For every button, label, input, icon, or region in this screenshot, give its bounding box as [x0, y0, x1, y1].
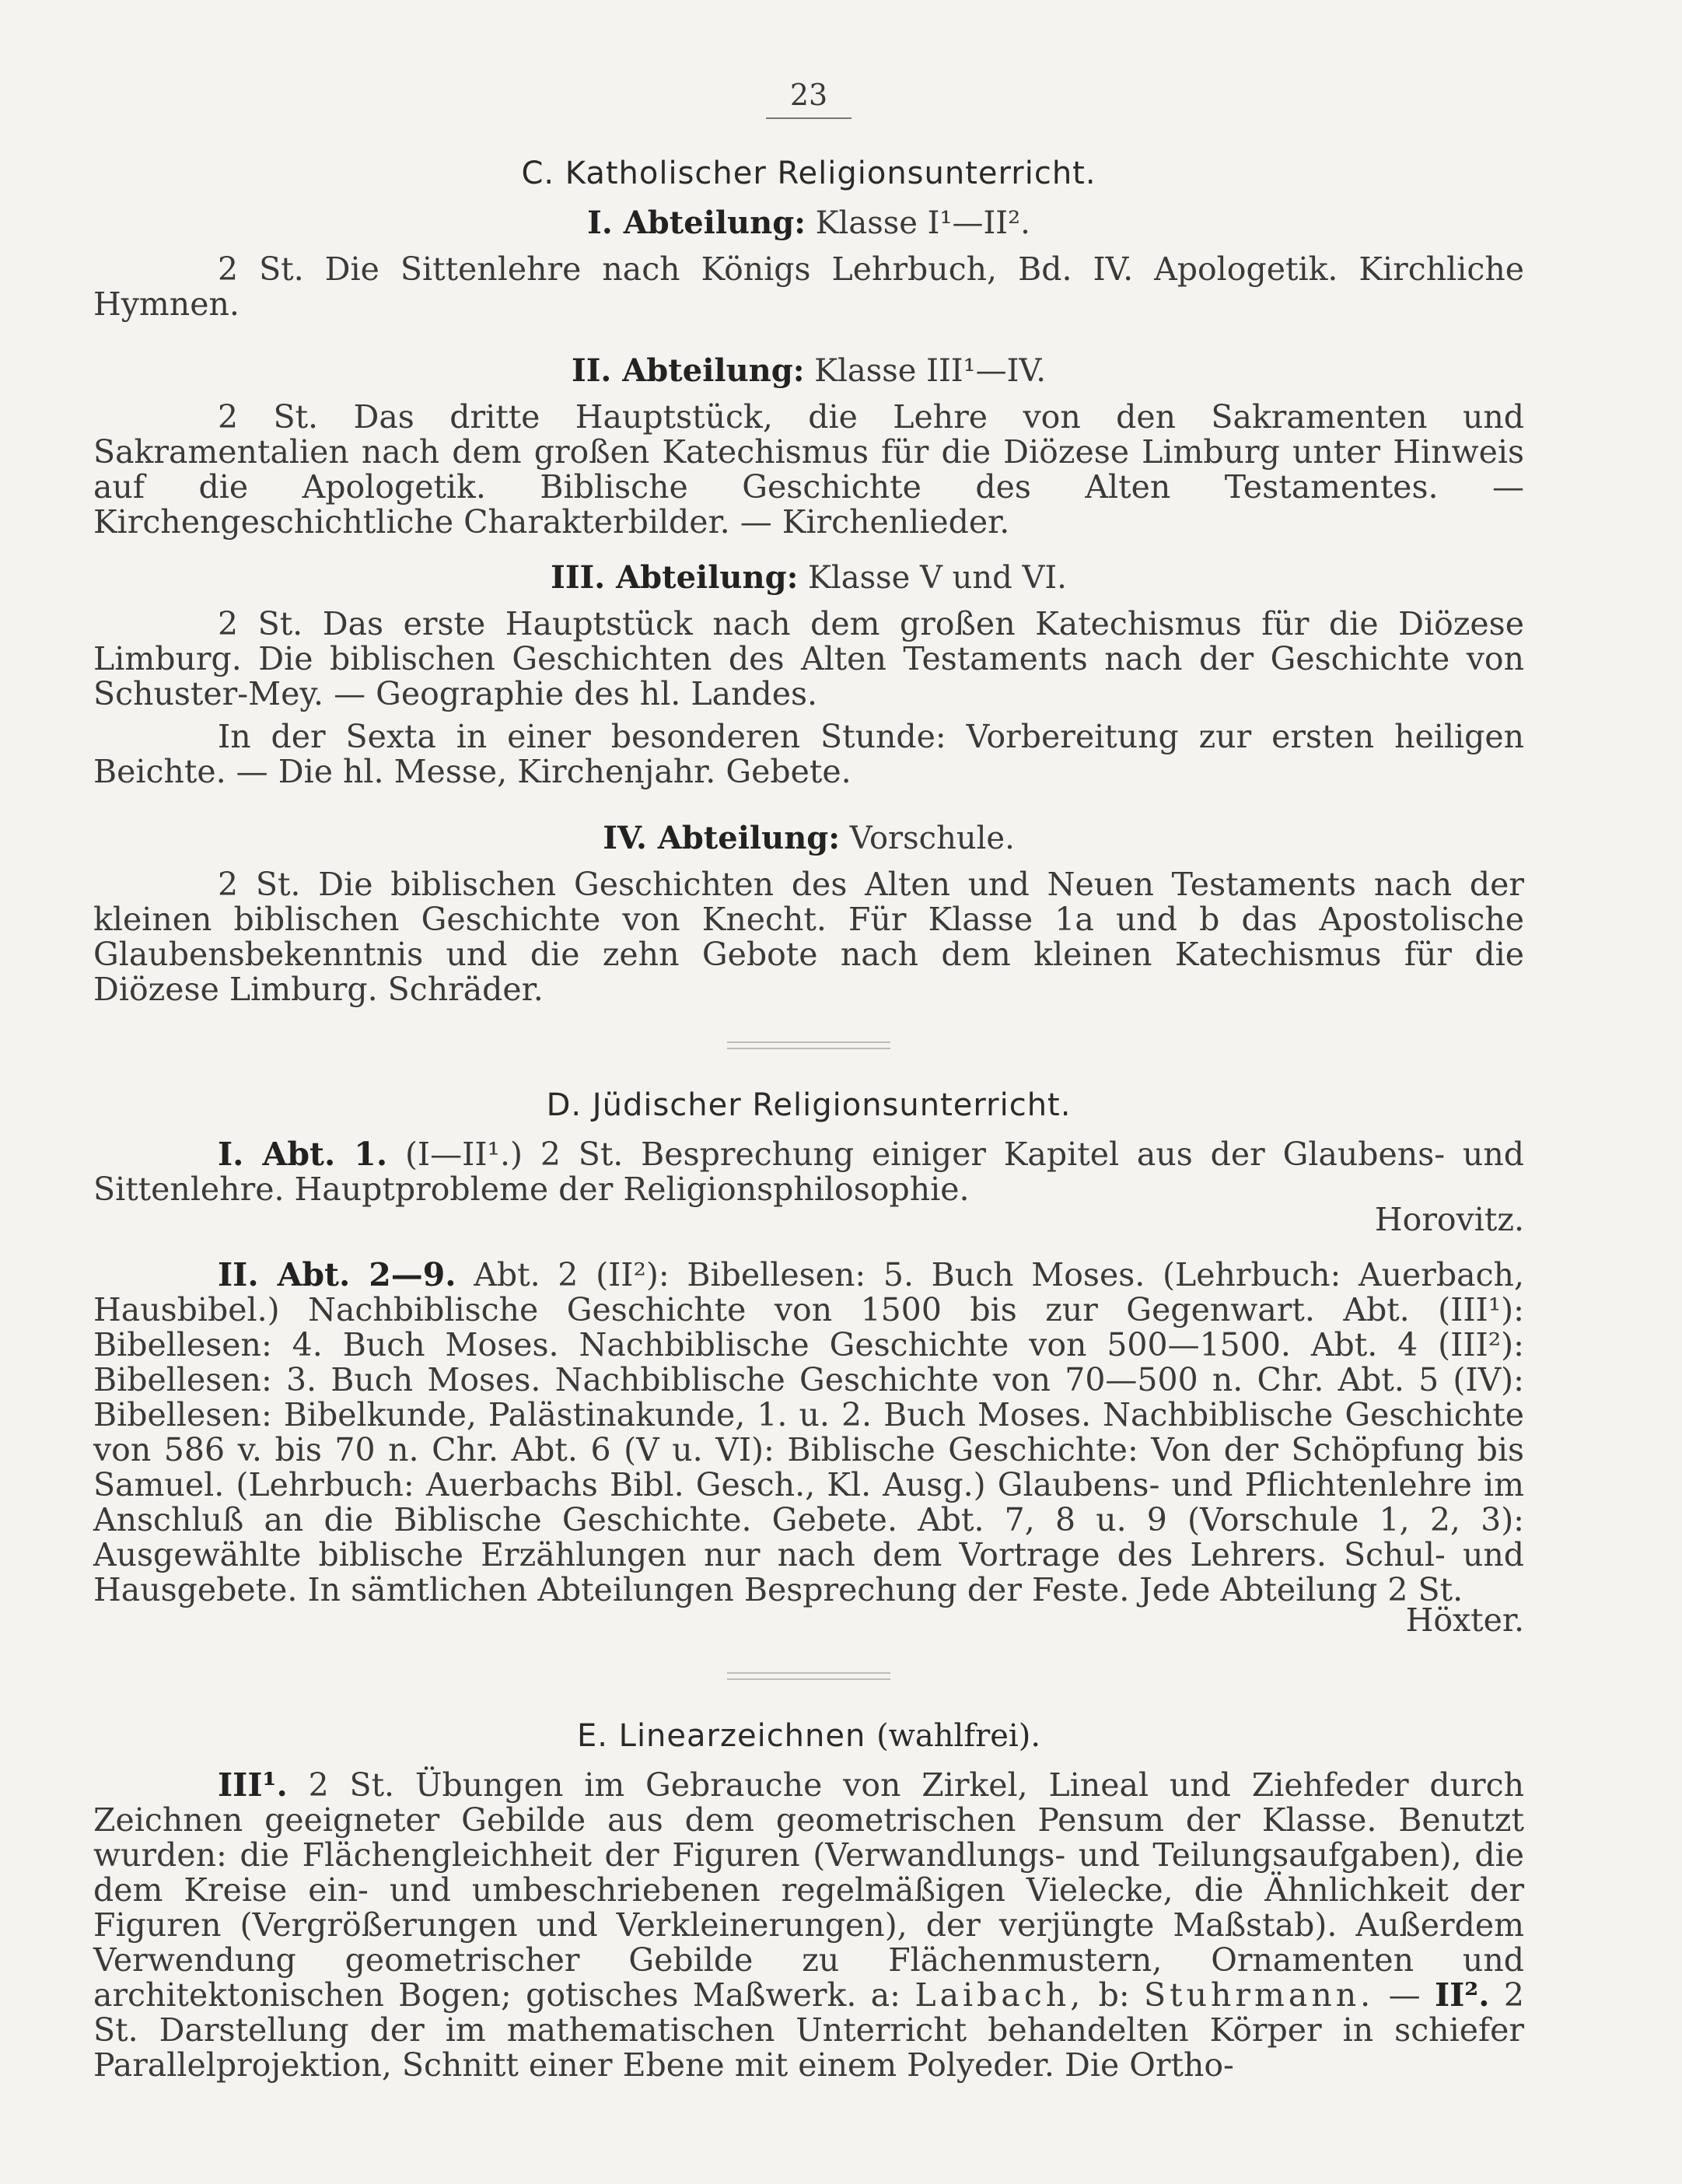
e-title-text: E. Linearzeichnen — [576, 1718, 866, 1754]
e-dash: — — [1388, 1976, 1421, 2014]
d-p1-text: (I—II¹.) 2 St. Besprechung einiger Kapitel aus der Glaubens- und Sittenlehre. Hauptprobleme der Religionsphilosophie. — [93, 1136, 1524, 1208]
page-number-rule — [766, 117, 851, 119]
section-separator-2 — [727, 1672, 890, 1680]
abt2-klasse: Klasse III¹—IV. — [814, 353, 1047, 389]
e-label: III¹. — [218, 1766, 288, 1804]
e-label-2: II². — [1434, 1976, 1490, 2014]
document-page — [93, 78, 1524, 2091]
abt2-text: 2 St. Das dritte Hauptstück, die Lehre von den Sakramenten und Sakramentalien nach dem großen Katechismus für die Diözese Limburg unter Hinweis auf die Apologetik. Biblische Geschichte des Alten Testamentes. — Kirchengeschichtliche Charakterbilder. — Kirchenlieder. — [93, 398, 1524, 541]
section-e-paragraph — [93, 1768, 1524, 2083]
section-c-abt1-heading — [93, 205, 1524, 241]
abt2-label: II. Abteilung: — [571, 352, 805, 389]
abt1-text: 2 St. Die Sittenlehre nach Königs Lehrbuch, Bd. IV. Apologetik. Kirchliche Hymnen. — [93, 250, 1524, 323]
d-p1-label: I. Abt. 1. — [218, 1136, 388, 1173]
section-c-abt2-heading — [93, 353, 1524, 389]
d-p1-teacher: Horovitz. — [1374, 1201, 1524, 1238]
abt4-text: 2 St. Die biblischen Geschichten des Alten und Neuen Testaments nach der kleinen biblischen Geschichte von Knecht. Für Klasse 1a und b das Apostolische Glaubensbekenntnis und die zehn Gebote nach dem kleinen Katechismus für die Diözese Limburg. Schräder. — [93, 866, 1524, 1008]
section-c-title: C. Katholischer Religionsunterricht. — [521, 156, 1096, 191]
e-text-b: 2 St. Darstellung der im mathematischen Unterricht behandelten Körper in schiefer Parallelprojektion, Schnitt einer Ebene mit einem Polyeder. Die Ortho- — [93, 1976, 1524, 2084]
section-c-abt4-heading — [93, 821, 1524, 856]
section-separator — [727, 1041, 890, 1049]
abt3-label: III. Abteilung: — [551, 559, 799, 596]
abt3-text: 2 St. Das erste Hauptstück nach dem großen Katechismus für die Diözese Limburg. Die biblischen Geschichten des Alten Testaments nach der Geschichte von Schuster-Mey. — Geographie des hl. Landes. — [93, 605, 1524, 712]
page-number: 23 — [789, 78, 828, 112]
d-p2-teacher: Höxter. — [1405, 1601, 1524, 1639]
abt3-klasse: Klasse V und VI. — [808, 560, 1067, 596]
abt4-label: IV. Abteilung: — [603, 820, 841, 856]
e-name-a: Laibach, — [914, 1976, 1085, 2014]
section-e-title — [93, 1719, 1524, 1754]
section-d-paragraph-1 — [93, 1137, 1524, 1237]
abt3-text2: In der Sexta in einer besonderen Stunde: Vorbereitung zur ersten heiligen Beichte. — Die hl. Messe, Kirchenjahr. Gebete. — [93, 718, 1524, 790]
section-c-abt3-heading — [93, 560, 1524, 596]
section-d-paragraph-2 — [93, 1258, 1524, 1638]
d-p2-text: Abt. 2 (II²): Bibellesen: 5. Buch Moses. (Lehrbuch: Auerbach, Hausbibel.) Nachbiblische Geschichte von 1500 bis zur Gegenwart. Abt. (III¹): Bibellesen: 4. Buch Moses. Nachbiblische Geschichte von 500—1500. Abt. 4 (III²): Bibellesen: 3. Buch Moses. Nachbiblische Geschichte von 70—500 n. Chr. Abt. 5 (IV): Bibellesen: Bibelkunde, Palästinakunde, 1. u. 2. Buch Moses. Nachbiblische Geschichte von 586 v. bis 70 n. Chr. Abt. 6 (V u. VI): Biblische Geschichte: Von der Schöpfung bis Samuel. (Lehrbuch: Auerbachs Bibl. Gesch., Kl. Ausg.) Glaubens- und Pflichtenlehre im Anschluß an die Biblische Geschichte. Gebete. Abt. 7, 8 u. 9 (Vorschule 1, 2, 3): Ausgewählte biblische Erzählungen nur nach dem Vortrage des Lehrers. Schul- und Hausgebete. In sämtlichen Abteilungen Besprechung der Feste. Jede Abteilung 2 St. — [93, 1256, 1524, 1608]
section-d-title: D. Jüdischer Religionsunterricht. — [546, 1087, 1072, 1123]
abt1-label: I. Abteilung: — [587, 205, 806, 241]
abt4-klasse: Vorschule. — [849, 821, 1015, 856]
e-b-prefix: b: — [1098, 1976, 1130, 2014]
abt1-klasse: Klasse I¹—II². — [815, 205, 1030, 241]
d-p2-label: II. Abt. 2—9. — [218, 1256, 456, 1293]
e-name-b: Stuhrmann. — [1144, 1976, 1375, 2014]
e-title-note: (wahlfrei). — [876, 1718, 1041, 1754]
e-text-a: 2 St. Übungen im Gebrauche von Zirkel, Lineal und Ziehfeder durch Zeichnen geeigneter Gebilde aus dem geometrischen Pensum der Klasse. Benutzt wurden: die Flächengleichheit der Figuren (Verwandlungs- und Teilungsaufgaben), die dem Kreise ein- und umbeschriebenen regelmäßigen Vielecke, die Ähnlichkeit der Figuren (Vergrößerungen und Verkleinerungen), der verjüngte Maßstab). Außerdem Verwendung geometrischer Gebilde zu Flächenmustern, Ornamenten und architektonischen Bogen; gotisches Maßwerk. a: — [93, 1766, 1524, 2014]
